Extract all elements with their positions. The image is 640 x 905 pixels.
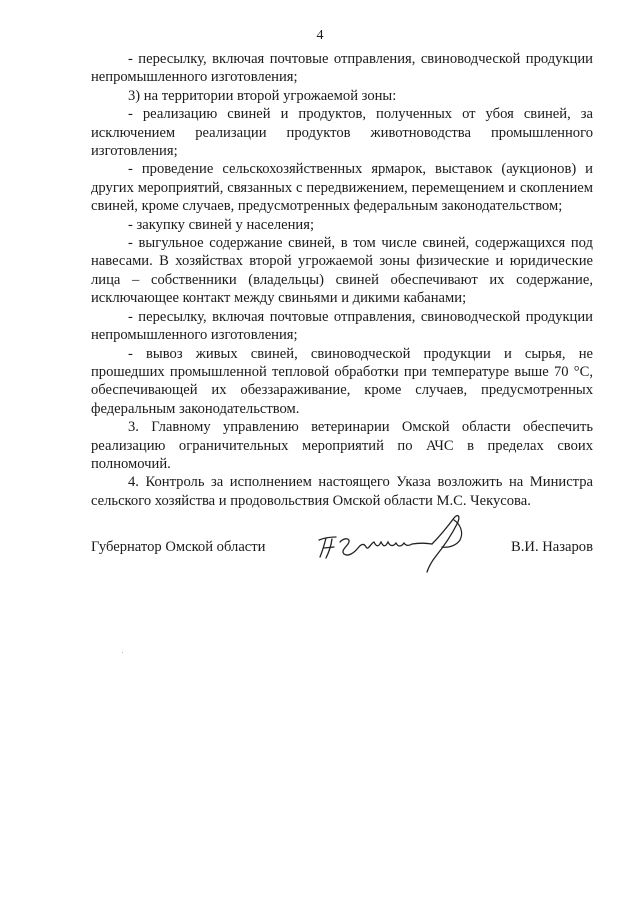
- signer-name: В.И. Назаров: [511, 539, 593, 555]
- list-item-export-of-live-pigs: - вывоз живых свиней, свиноводческой продукции и сырья, не прошедших промышленной тепловой обработки при температуре выше 70 °С, обеспечивающей их обеззараживание, кроме случаев, предусмотренных федеральным законодательством.: [91, 345, 593, 417]
- clause-4-control: 4. Контроль за исполнением настоящего Указа возложить на Министра сельского хозяйства и продовольствия Омской области М.С. Чекусова.: [91, 474, 593, 509]
- clause-3-veterinary-department: 3. Главному управлению ветеринарии Омской области обеспечить реализацию ограничительных мероприятий по АЧС в пределах своих полномочий.: [91, 419, 593, 472]
- document-body: [91, 50, 593, 510]
- list-item-sale-of-pigs: - реализацию свиней и продуктов, полученных от убоя свиней, за исключением реализации продуктов животноводства промышленного изготовления;: [91, 106, 593, 160]
- list-item-purchase-of-pigs: - закупку свиней у населения;: [128, 216, 315, 233]
- signer-title: Губернатор Омской области: [91, 539, 266, 555]
- handwritten-signature: [314, 510, 474, 576]
- list-item-fairs-exhibitions: - проведение сельскохозяйственных ярмарок, выставок (аукционов) и других мероприятий, связанных с передвижением, перемещением и скоплением свиней, кроме случаев, предусмотренных федеральным законодательством;: [91, 161, 593, 215]
- list-item-mail-forwarding: - пересылку, включая почтовые отправления, свиноводческой продукции непромышленного изготовления;: [91, 51, 593, 86]
- list-item-mail-forwarding-2: - пересылку, включая почтовые отправления, свиноводческой продукции непромышленного изготовления;: [91, 308, 593, 344]
- scan-speck: [122, 652, 123, 653]
- list-item-free-range-keeping: - выгульное содержание свиней, в том числе свиней, содержащихся под навесами. В хозяйствах второй угрожаемой зоны физические и юридические лица – собственники (владельцы) свиней обеспечивают их содержание, исключающее контакт между свиньями и дикими кабанами;: [91, 235, 593, 307]
- page-number: 4: [316, 28, 324, 43]
- signature-block: [91, 538, 593, 578]
- section-heading-second-zone: 3) на территории второй угрожаемой зоны:: [128, 87, 397, 104]
